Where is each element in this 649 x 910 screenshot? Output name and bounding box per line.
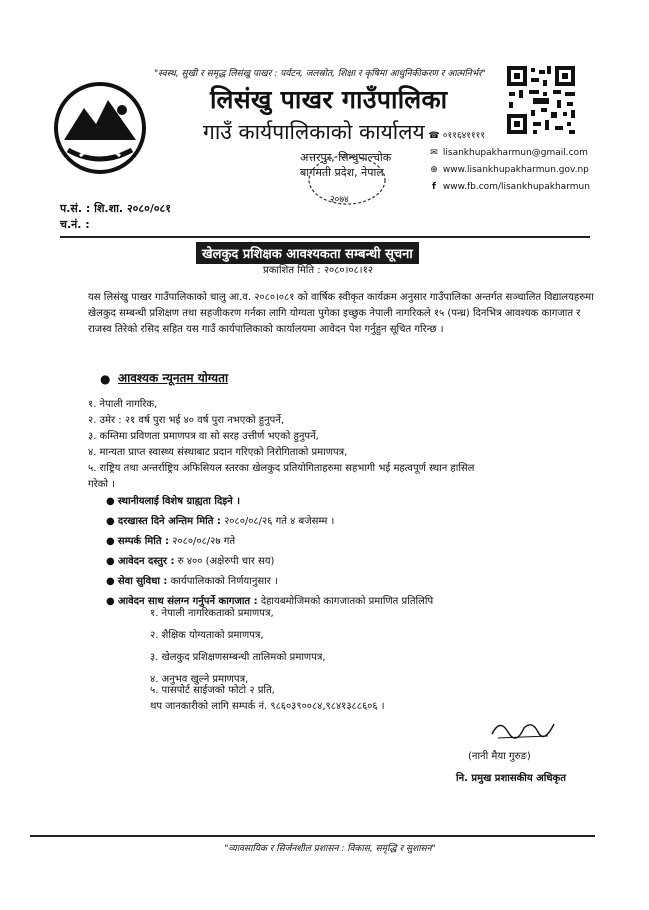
phone-text: ०११६४११११ [442, 131, 485, 141]
info-bullet: ● सेवा सुविधा : कार्यपालिकाको निर्णयानुसार । [106, 576, 278, 587]
contact-note: थप जानकारीको लागि सम्पर्क नं. ९८६०३९००८४,९८४१३८८६०६ । [150, 701, 385, 712]
bullet-value: रु ४०० (अक्षेरुपी चार सय) [177, 556, 275, 567]
info-bullet: ● सम्पर्क मिति : २०८०/०८/२७ गते [106, 536, 236, 547]
email-icon: ✉ [430, 148, 438, 158]
requirement-item: गरेको । [88, 479, 115, 490]
info-bullet: ● दरखास्त दिने अन्तिम मिति : २०८०/०८/२६ गते ४ बजेसम्म । [106, 516, 335, 527]
footer-divider [30, 835, 595, 837]
emblem-logo [50, 78, 150, 178]
header-slogan: "स्वस्थ, सुखी र समृद्ध लिसंखु पाखर : पर्यटन, जलस्रोत, शिक्षा र कृषिमा आधुनिकीकरण र आत्मनिर्भर" [154, 69, 486, 79]
bullet-value: २०८०/०८/२७ गते [172, 536, 236, 547]
office-name: गाउँ कार्यपालिकाको कार्यालय [203, 120, 425, 144]
web-icon: ⊕ [430, 165, 438, 175]
facebook-text: www.fb.com/lisankhupakharmun [442, 182, 590, 192]
qr-code-icon [505, 64, 577, 136]
document-item: ४. अनुभव खुल्ने प्रमाणपत्र, [150, 674, 249, 685]
municipality-name: लिसंखु पाखर गाउँपालिका [210, 85, 448, 114]
section-heading: आवश्यक न्यूनतम योग्यता [118, 371, 229, 385]
requirement-item: ४. मान्यता प्राप्त स्वास्थ्य संस्थाबाट प्रदान गरिएको निरोगिताको प्रमाणपत्र, [88, 447, 348, 458]
bullet-label: सम्पर्क मिति : [117, 536, 170, 547]
signatory-role: नि. प्रमुख प्रशासकीय अधिकृत [456, 773, 566, 784]
signature-icon [488, 714, 558, 744]
requirement-item: ५. राष्ट्रिय तथा अन्तर्राष्ट्रिय अफिसियल स्तरका खेलकुद प्रतियोगिताहरुमा सहभागी भई महत्वपूर्ण स्थान हासिल [88, 463, 475, 474]
document-item: १. नेपाली नागरिकताको प्रमाणपत्र, [150, 608, 274, 619]
address-line2: बागमती प्रदेश, नेपाल [300, 166, 384, 179]
contact-website[interactable] [428, 162, 608, 179]
bullet-label: दरखास्त दिने अन्तिम मिति : [117, 516, 221, 527]
document-item: ५. पासपोर्ट साईजको फोटो २ प्रति, [150, 685, 275, 696]
signatory-name: (नानी मैया गुरुङ) [468, 751, 531, 762]
document-item: ३. खेलकुद प्रशिक्षणसम्बन्धी तालिमको प्रमाणपत्र, [150, 652, 326, 663]
bullet-value: कार्यपालिकाको निर्णयानुसार । [170, 576, 278, 587]
bullet-value: देहायबमोजिमको कागजातको प्रमाणित प्रतिलिपि [260, 596, 434, 607]
facebook-icon: f [432, 182, 436, 192]
email-text: lisankhupakharmun@gmail.com [442, 148, 588, 158]
requirement-item: ३. कम्तिमा प्रविणता प्रमाणपत्र वा सो सरह उत्तीर्ण भएको हुनुपर्ने, [88, 431, 319, 442]
phone-icon: ☎ [428, 131, 440, 141]
published-date: प्रकाशित मिति : २०८०।०८।१२ [263, 265, 373, 276]
dispatch-number: च.नं. : [60, 218, 90, 231]
footer-slogan: "व्यावसायिक र सिर्जनशील प्रशासन : विकास, समृद्धि र सुशासन" [224, 844, 436, 854]
bullet-icon: ● [100, 372, 111, 386]
bullet-label: आवेदन दस्तुर : [117, 556, 175, 567]
contact-phone [428, 128, 608, 145]
address-year: २०७४ [330, 195, 349, 205]
reference-number: प.सं. : शि.शा. २०८०/०८१ [60, 202, 172, 215]
contact-facebook[interactable] [428, 179, 608, 196]
info-bullet: ● आवेदन दस्तुर : रु ४०० (अक्षेरुपी चार सय) [106, 556, 275, 567]
bullet-label: सेवा सुविधा : [117, 576, 168, 587]
office-stamp [302, 150, 392, 210]
contact-email[interactable] [428, 145, 608, 162]
header-divider [60, 236, 590, 238]
contact-info [428, 128, 608, 200]
notice-title: खेलकुद प्रशिक्षक आवश्यकता सम्बन्धी सूचना [196, 242, 419, 264]
address-line1: अत्तरपुर, सिन्धुपाल्चोक [300, 151, 392, 164]
document-item: २. शैक्षिक योग्यताको प्रमाणपत्र, [150, 630, 264, 641]
info-bullet: ● स्थानीयलाई विशेष ग्राह्यता दिइने । [106, 496, 240, 507]
requirement-item: १. नेपाली नागरिक, [88, 399, 158, 410]
web-text: www.lisankhupakharmun.gov.np [442, 165, 589, 175]
bullet-value: २०८०/०८/२६ गते ४ बजेसम्म । [224, 516, 335, 527]
bullet-label: स्थानीयलाई विशेष ग्राह्यता दिइने । [117, 496, 240, 507]
notice-body: यस लिसंखु पाखर गाउँपालिकाको चालु आ.व. २०८०।०८१ को वार्षिक स्वीकृत कार्यक्रम अनुसार गाउँपालिका अन्तर्गत सञ्चालित विद्यालयहरुमा खेलकुद सम्बन्धी प्रशिक्षण तथा सहजीकरण गर्नका लागि योग्यता पुगेका इच्छुक नेपाली नागरिकले १५ (पन्ध्र) दिनभित्र आवश्यक कागजात र राजस्व तिरेको रसिद सहित यस गाउँ कार्यपालिकाको कार्यालयमा आवेदन पेश गर्नुहुन सूचित गरिन्छ । [88, 292, 594, 335]
bullet-label: आवेदन साथ संलग्न गर्नुपर्ने कागजात : [117, 596, 258, 607]
info-bullet: ● आवेदन साथ संलग्न गर्नुपर्ने कागजात : देहायबमोजिमको कागजातको प्रमाणित प्रतिलिपि [106, 596, 434, 607]
requirement-item: २. उमेर : २१ वर्ष पुरा भई ४० वर्ष पुरा नभएको हुनुपर्ने, [88, 415, 285, 426]
